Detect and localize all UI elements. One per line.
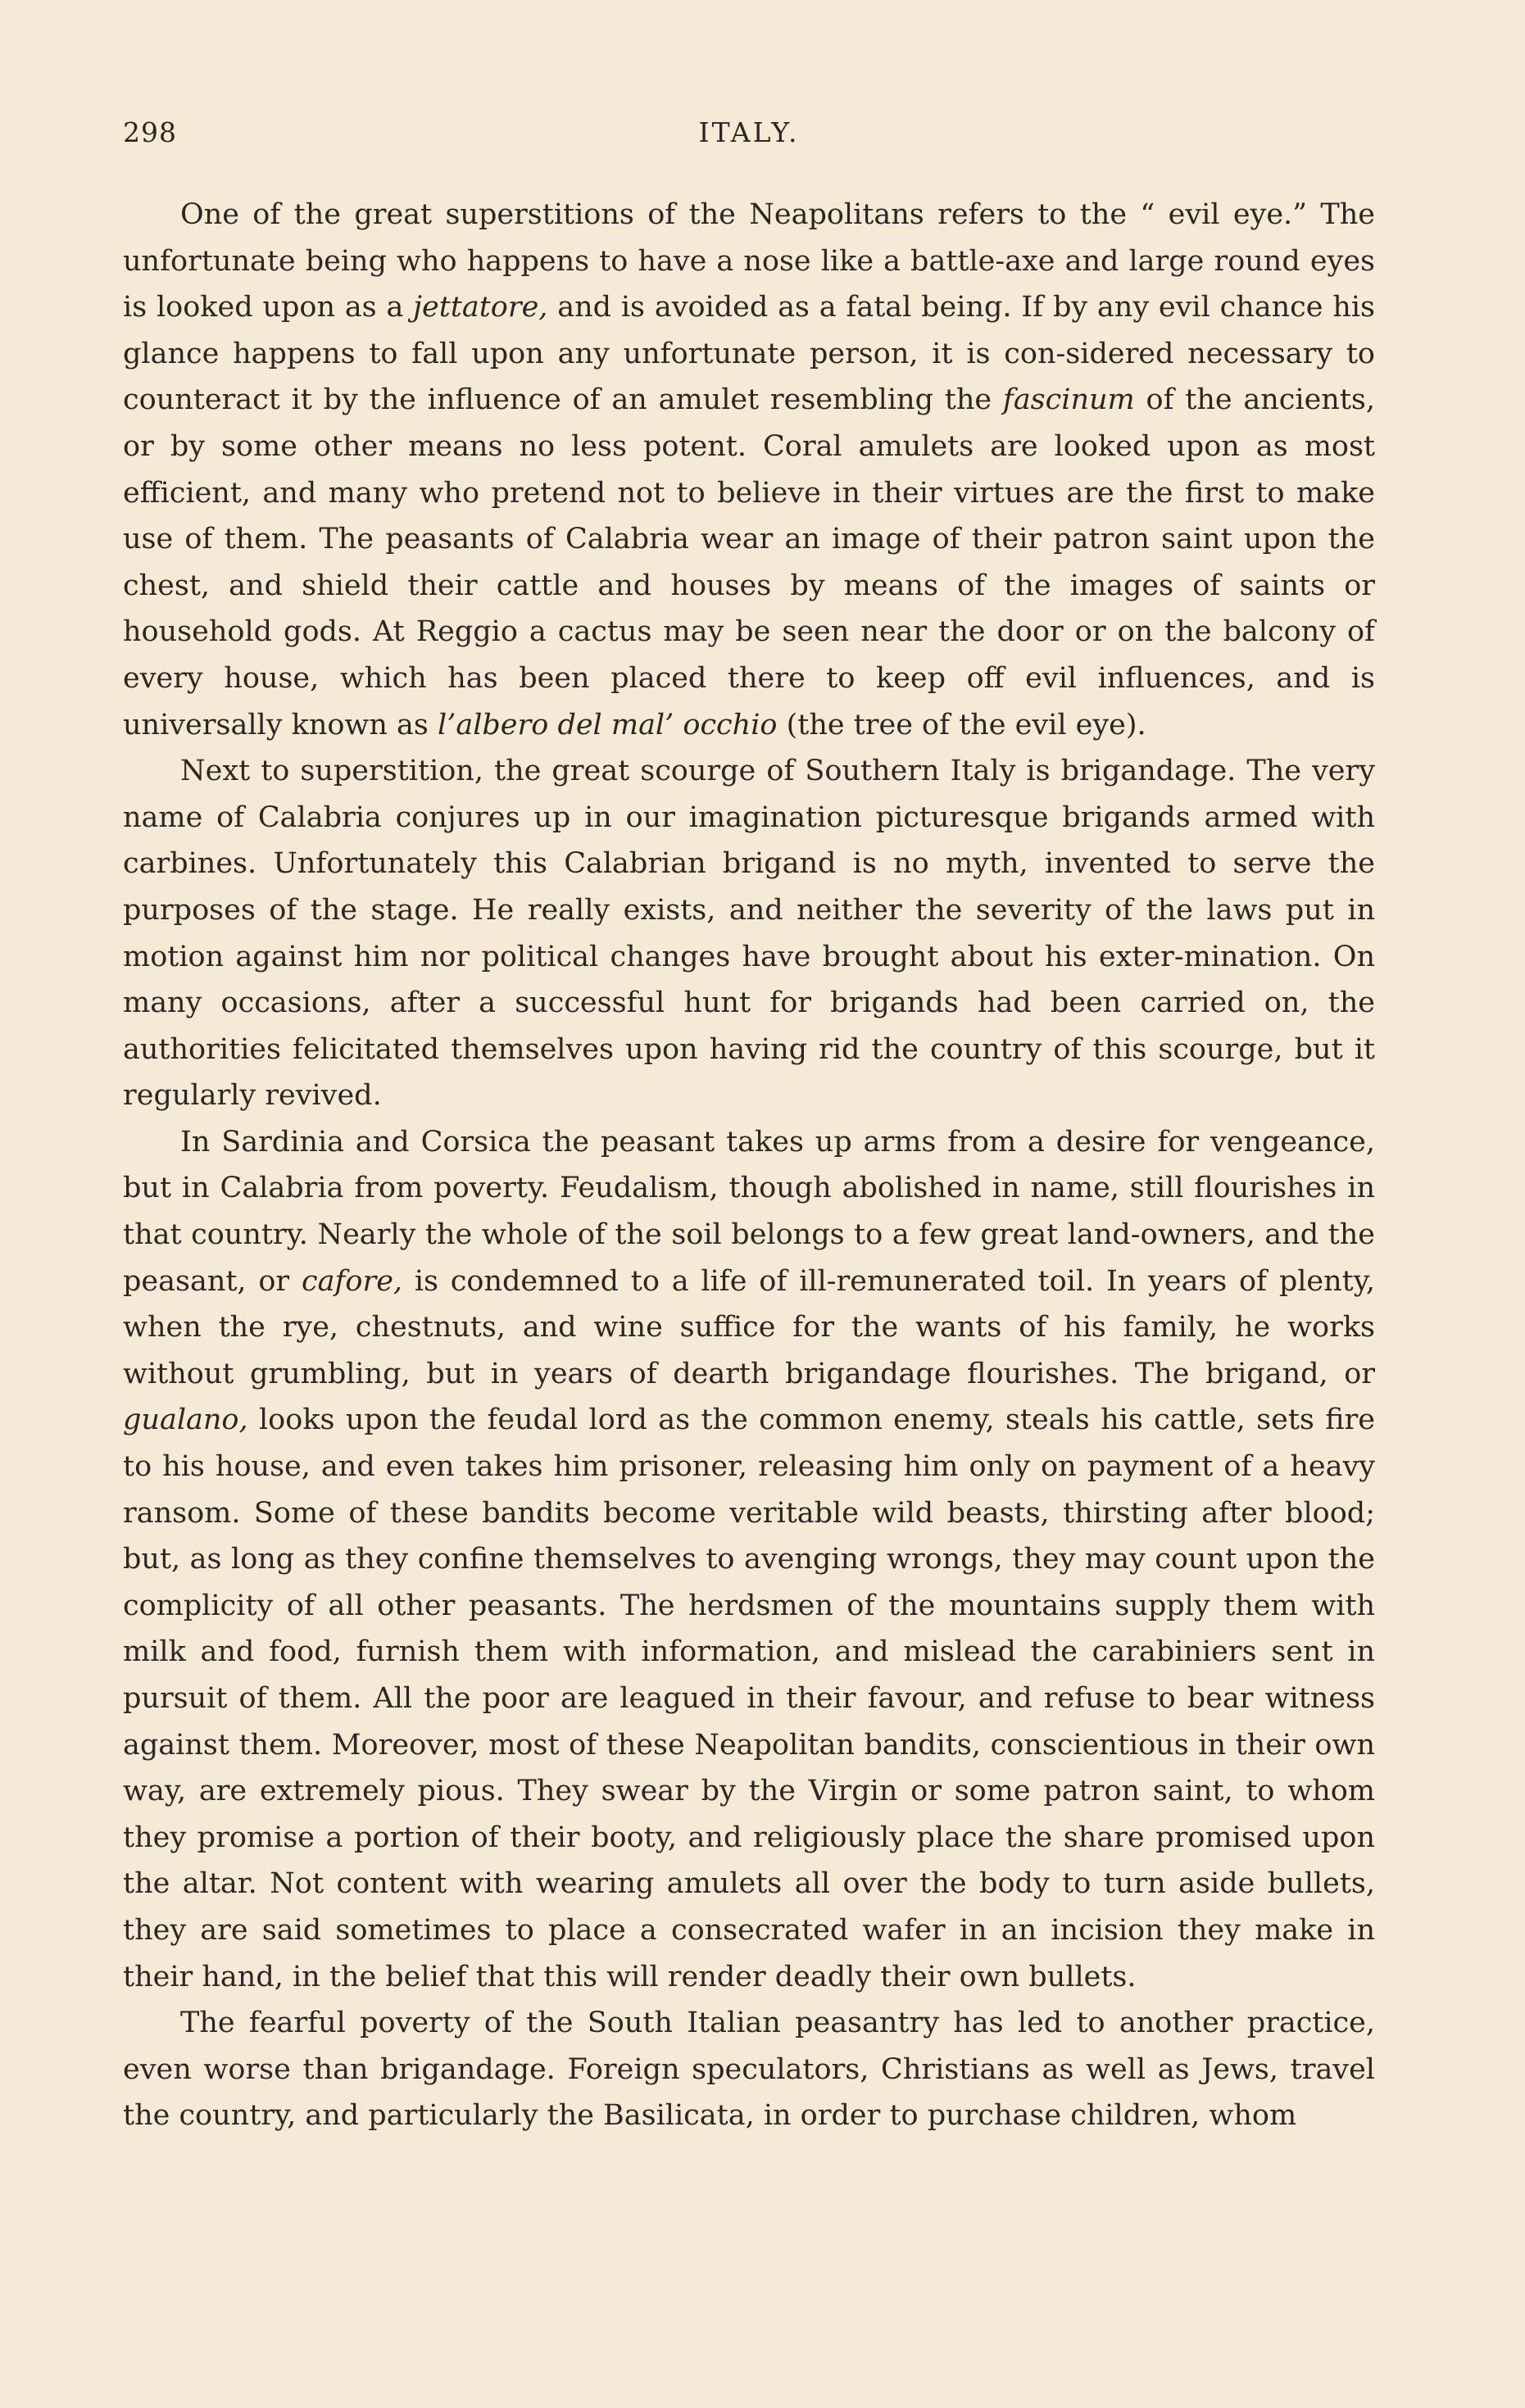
text-run: One of the great superstitions of the Neapolitans refers to the “ evil eye.” The unfortunate being who happens to have a nose like a battle-axe and large round eyes is looked upon as a	[123, 198, 1375, 324]
paragraph-child-purchase	[123, 2000, 1375, 2139]
page-number: 298	[123, 116, 177, 148]
italic-term: l’albero del mal’ occhio	[438, 708, 778, 741]
text-run: and is avoided as a fatal being. If by any evil chance his glance happens to fall upon any unfortunate person, it is con-sidered necessary to counteract it by the influence of an amulet resembling the	[123, 291, 1375, 417]
page-header	[123, 116, 1375, 157]
text-run: looks upon the feudal lord as the common enemy, steals his cattle, sets fire to his house, and even takes him prisoner, releasing him only on payment of a heavy ransom. Some of these bandits become veritable wild beasts, thirsting after blood; but, as long as they confine themselves to avenging wrongs, they may count upon the complicity of all other peasants. The herdsmen of the mountains supply them with milk and food, furnish them with information, and mislead the carabiniers sent in pursuit of them. All the poor are leagued in their favour, and refuse to bear witness against them. Moreover, most of these Neapolitan bandits, conscientious in their own way, are extremely pious. They swear by the Virgin or some patron saint, to whom they promise a portion of their booty, and religiously place the share promised upon the altar. Not content with wearing amulets all over the body to turn aside bullets, they are said sometimes to place a consecrated wafer in an incision they make in their hand, in the belief that this will render deadly their own bullets.	[123, 1404, 1375, 1993]
body-text	[123, 192, 1375, 2139]
italic-term: fascinum	[1002, 383, 1135, 417]
italic-term: jettatore,	[413, 291, 548, 324]
paragraph-calabria-poverty	[123, 1119, 1375, 2000]
text-run: is condemned to a life of ill-remunerated toil. In years of plenty, when the rye, chestnuts, and wine suffice for the wants of his family, he works without grumbling, but in years of dearth brigandage flourishes. The brigand, or	[123, 1264, 1375, 1390]
italic-term: gualano,	[123, 1404, 248, 1437]
text-run: (the tree of the evil eye).	[777, 708, 1146, 741]
italic-term: cafore,	[301, 1264, 403, 1298]
text-run: Next to superstition, the great scourge of Southern Italy is brigandage. The very name of Calabria conjures up in our imagination picturesque brigands armed with carbines. Unfortunately this Calabrian brigand is no myth, invented to serve the purposes of the stage. He really exists, and neither the severity of the laws put in motion against him nor political changes have brought about his exter-mination. On many occasions, after a successful hunt for brigands had been carried on, the authorities felicitated themselves upon having rid the country of this scourge, but it regularly revived.	[123, 755, 1375, 1113]
paragraph-brigandage	[123, 748, 1375, 1119]
running-head: ITALY.	[698, 116, 800, 148]
paragraph-evil-eye	[123, 192, 1375, 748]
text-run: In Sardinia and Corsica the peasant takes up arms from a desire for vengeance, but in Calabria from poverty. Feudalism, though abolished in name, still flourishes in that country. Nearly the whole of the soil belongs to a few great land-owners, and the peasant, or	[123, 1125, 1375, 1298]
text-run: The fearful poverty of the South Italian peasantry has led to another practice, even worse than brigandage. Foreign speculators, Christians as well as Jews, travel the country, and particularly the Basilicata, in order to purchase children, whom	[123, 2007, 1375, 2133]
text-run: of the ancients, or by some other means no less potent. Coral amulets are looked upon as most efficient, and many who pretend not to believe in their virtues are the first to make use of them. The peasants of Calabria wear an image of their patron saint upon the chest, and shield their cattle and houses by means of the images of saints or household gods. At Reggio a cactus may be seen near the door or on the balcony of every house, which has been placed there to keep off evil influences, and is universally known as	[123, 383, 1375, 741]
